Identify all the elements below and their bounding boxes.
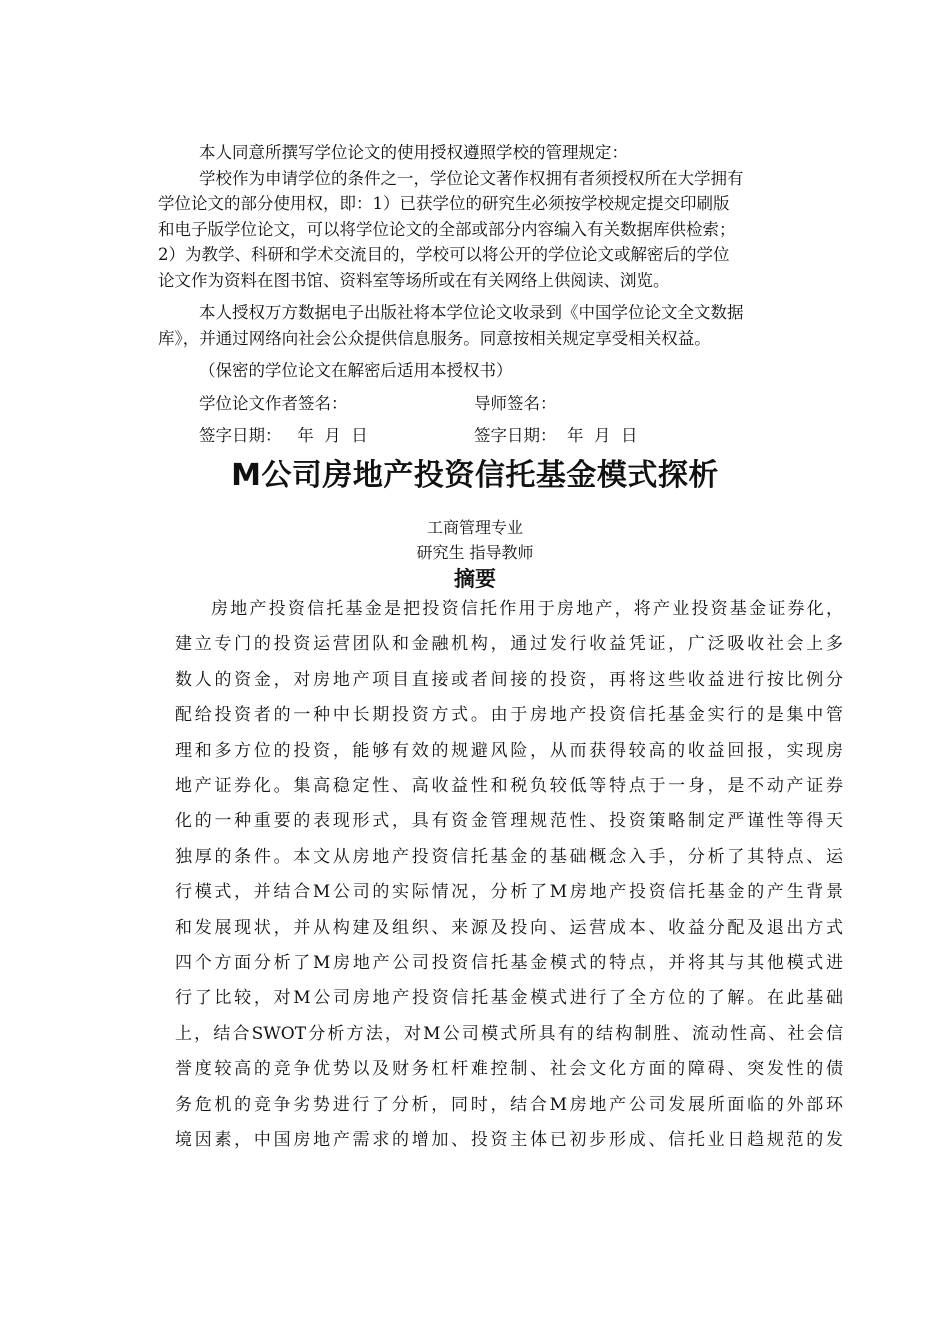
major-line: 工商管理专业 [426, 518, 523, 537]
abstract-line: 房地产投资信托基金是把投资信托作用于房地产，将产业投资基金证券化， [211, 599, 843, 619]
auth-p2-line: 学位论文的部分使用权，即：1）已获学位的研究生必须按学校规定提交印刷版 [158, 194, 730, 213]
auth-paragraph-1: 本人同意所撰写学位论文的使用授权遵照学校的管理规定： [199, 143, 628, 162]
auth-p2-line: 和电子版学位论文，可以将学位论文的全部或部分内容编入有关数据库供检索； [158, 219, 736, 239]
abstract-line: 务危机的竞争劣势进行了分析，同时，结合M房地产公司发展所面临的外部环 [175, 1094, 843, 1115]
thesis-title: M公司房地产投资信托基金模式探析 [231, 458, 719, 493]
abstract-line: 境因素，中国房地产需求的增加、投资主体已初步形成、信托业日趋规范的发 [175, 1130, 843, 1151]
auth-paragraph-3 [158, 300, 838, 351]
signature-row [158, 391, 838, 417]
abstract-line: 地产证券化。集高稳定性、高收益性和税负较低等特点于一身，是不动产证券 [175, 776, 843, 797]
auth-p3-line: 本人授权万方数据电子出版社将本学位论文收录到《中国学位论文全文数据 [199, 303, 744, 322]
author-advisor-line: 研究生 指导教师 [416, 543, 534, 562]
auth-paragraph-2 [158, 166, 838, 294]
abstract-line: 上，结合SWOT分析方法，对M公司模式所具有的结构制胜、流动性高、社会信 [175, 1023, 843, 1044]
abstract-line: 化的一种重要的表现形式，具有资金管理规范性、投资策略制定严谨性等得天 [175, 811, 843, 832]
auth-p2-line: 2）为教学、科研和学术交流目的，学校可以将公开的学位论文或解密后的学位 [158, 245, 730, 264]
auth-p2-line: 论文作为资料在图书馆、资料室等场所或在有关网络上供阅读、浏览。 [158, 270, 670, 290]
abstract-line: 理和多方位的投资，能够有效的规避风险，从而获得较高的收益回报，实现房 [175, 740, 843, 761]
abstract-line: 誉度较高的竞争优势以及财务杠杆难控制、社会文化方面的障碍、突发性的债 [175, 1059, 843, 1080]
abstract-line: 行模式，并结合M公司的实际情况，分析了M房地产投资信托基金的产生背景 [175, 882, 843, 903]
abstract-line: 建立专门的投资运营团队和金融机构，通过发行收益凭证，广泛吸收社会上多 [175, 634, 843, 655]
abstract-line: 四个方面分析了M房地产公司投资信托基金模式的特点，并将其与其他模式进 [175, 953, 843, 974]
abstract-line: 行了比较，对M公司房地产投资信托基金模式进行了全方位的了解。在此基础 [175, 988, 843, 1009]
auth-p2-line: 学校作为申请学位的条件之一，学位论文著作权拥有者须授权所在大学拥有 [199, 168, 744, 188]
author-sign-date: 签字日期： 年 月 日 [199, 426, 368, 445]
author-signature-label: 学位论文作者签名： [199, 393, 348, 413]
abstract-heading: 摘要 [454, 567, 496, 591]
authorization-statement [158, 140, 838, 449]
abstract-line: 独厚的条件。本文从房地产投资信托基金的基础概念入手，分析了其特点、运 [175, 846, 843, 867]
abstract-line: 和发展现状，并从构建及组织、来源及投向、运营成本、收益分配及退出方式 [175, 917, 843, 938]
advisor-sign-date: 签字日期： 年 月 日 [474, 426, 638, 445]
signature-date-row [158, 423, 838, 449]
advisor-signature-label: 导师签名： [474, 393, 557, 413]
abstract-body [175, 592, 843, 1159]
abstract-line: 数人的资金，对房地产项目直接或者间接的投资，再将这些收益进行按比例分 [175, 669, 843, 690]
abstract-line: 配给投资者的一种中长期投资方式。由于房地产投资信托基金实行的是集中管 [175, 705, 843, 726]
auth-p3-line: 库》，并通过网络向社会公众提供信息服务。同意按相关规定享受相关权益。 [158, 328, 711, 348]
confidential-note: （保密的学位论文在解密后适用本授权书） [199, 361, 513, 380]
